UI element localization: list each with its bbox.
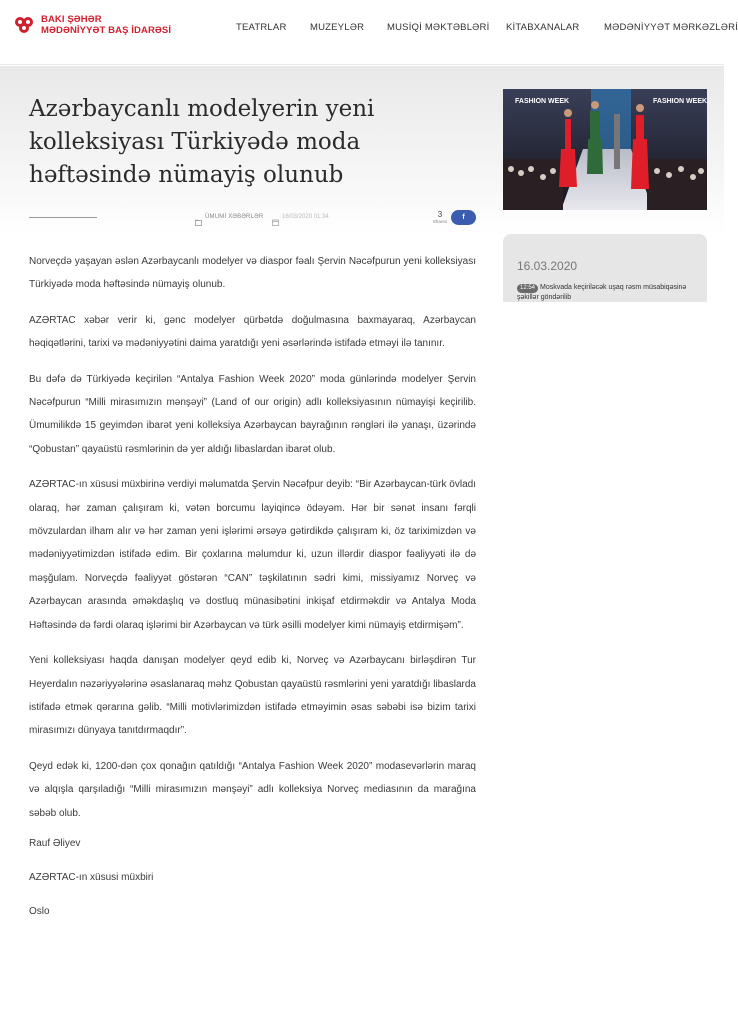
- nav-item-museums[interactable]: MUZEYLƏR: [310, 22, 365, 33]
- nav-item-libraries[interactable]: KİTABXANALAR: [506, 22, 580, 33]
- nav-item-theatres[interactable]: TEATRLAR: [236, 22, 287, 33]
- featured-news-image[interactable]: [503, 89, 707, 210]
- news-time-badge: 12:54: [517, 284, 538, 293]
- article-date: [272, 213, 329, 220]
- article-paragraph: Bu dəfə də Türkiyədə keçirilən “Antalya Fashion Week 2020” moda günlərində modelyer Şervin Nəcəfpurun “Milli mirasımızın mənşəyi” (Land of our origin) adlı kolleksiyasının nümayişi keçirilib. Ümumilikdə 15 geyimdən ibarət yeni kolleksiya Azərbaycan bayrağının rəngləri ilə yanaşı, üzərində “Qobustan” qayaüstü rəsmlərinin də yer aldığı libaslardan ibarət olub.: [29, 373, 476, 455]
- article-paragraph: AZƏRTAC-ın xüsusi müxbirinə verdiyi məlumatda Şervin Nəcəfpur deyib: “Bir Azərbaycan-türk övladı olaraq, hər zaman çalışıram ki, vətən borcumu layiqincə ödəyəm. Hər bir sənət insanı fərqli mövzulardan ilham alır və hər zaman yeni işlərimi ərsəyə gətirdikdə çalışıram ki, öz tariximizdən və mədəniyyətimizdən istifadə edim. Bir çoxlarına məlumdur ki, uzun illərdir diaspor fəaliyyəti ilə də məşğulam. Norveçdə fəaliyyət göstərən “CAN” təşkilatının sədri kimi, missiyamız Norveç və Azərbaycan arasında əməkdaşlıq və dostluq münasibətini inkişaf etdirməkdir və Antalya Moda Həftəsində də fərdi olaraq işlərimi bir Azərbaycan və türk əsilli modelyer kimi nümayiş etdirmişəm”.: [29, 479, 476, 631]
- category-label: ÜMUMİ XƏBƏRLƏR: [205, 213, 264, 220]
- article-paragraph: Qeyd edək ki, 1200-dən çox qonağın qatıldığı “Antalya Fashion Week 2020” modasevərlərin maraq və alqışla qarşıladığı “Milli mirasımızın mənşəyi” adlı kolleksiya Norveç mediasının da marağına səbəb olub.: [29, 760, 476, 819]
- nav-item-culture-centers[interactable]: MƏDƏNİYYƏT MƏRKƏZLƏRİ: [604, 22, 738, 33]
- article-paragraph: AZƏRTAC xəbər verir ki, gənc modelyer qürbətdə doğulmasına baxmayaraq, Azərbaycan həqiqətlərini, tarixi və mədəniyyətini daima yaratdığı yeni əsərlərində istifadə etməyi ilə tanınır.: [29, 314, 476, 350]
- calendar-icon: [272, 213, 279, 220]
- main-nav: [0, 22, 738, 36]
- facebook-icon: f: [462, 214, 465, 221]
- nav-item-music-schools[interactable]: MUSİQİ MƏKTƏBLƏRİ: [387, 22, 490, 33]
- latest-news-item[interactable]: [517, 283, 693, 302]
- dateline-location: Oslo: [29, 905, 50, 917]
- shares-counter: [430, 211, 450, 225]
- site-header: [0, 0, 738, 65]
- article-body: [29, 250, 476, 939]
- shares-label: Shares: [432, 219, 448, 224]
- article-meta: [29, 208, 476, 228]
- article-category[interactable]: [195, 213, 263, 220]
- latest-news-card: [503, 234, 707, 302]
- photo-caption-text-2: FASHION WEEK: [653, 98, 708, 105]
- news-item-title: Moskvada keçiriləcək uşaq rəsm müsabiqəsinə şəkillər göndərilib: [517, 284, 687, 301]
- author-name: Rauf Əliyev: [29, 837, 81, 849]
- logo-line-1: BAKI ŞƏHƏR: [41, 14, 102, 25]
- author-role: AZƏRTAC-ın xüsusi müxbiri: [29, 871, 154, 883]
- article-paragraph: Yeni kolleksiyası haqda danışan modelyer qeyd edib ki, Norveç və Azərbaycanı birləşdirən Tur Heyerdalın nəzəriyyələrinə əsaslanaraq məhz Qobustan qayaüstü rəsmlərini yeni yaratdığı libaslarda istifadə etmək qərarına gəlib. “Milli motivlərimizdən istifadə etməyimin əsas səbəbi isə bizim tarixi mirasımızı dünyaya tanıtdırmaqdır”.: [29, 655, 476, 737]
- article-title: Azərbaycanlı modelyerin yeni kolleksiyası Türkiyədə moda həftəsində nümayiş olunub: [29, 96, 375, 188]
- folder-icon: [195, 213, 202, 220]
- photo-caption-text: FASHION WEEK: [515, 98, 570, 105]
- meta-divider: [29, 217, 97, 218]
- latest-news-date: 16.03.2020: [517, 259, 578, 273]
- shares-count: 3: [437, 210, 443, 219]
- facebook-share-button[interactable]: [451, 210, 476, 225]
- article-paragraph: Norveçdə yaşayan əslən Azərbaycanlı modelyer və diaspor fəalı Şervin Nəcəfpurun yeni kolleksiyası Türkiyədə moda həftəsində nümayiş olunub.: [29, 256, 476, 291]
- date-label: 16/03/2020 01:34: [282, 213, 329, 220]
- logo-line-2: MƏDƏNİYYƏT BAŞ İDARƏSİ: [41, 25, 172, 36]
